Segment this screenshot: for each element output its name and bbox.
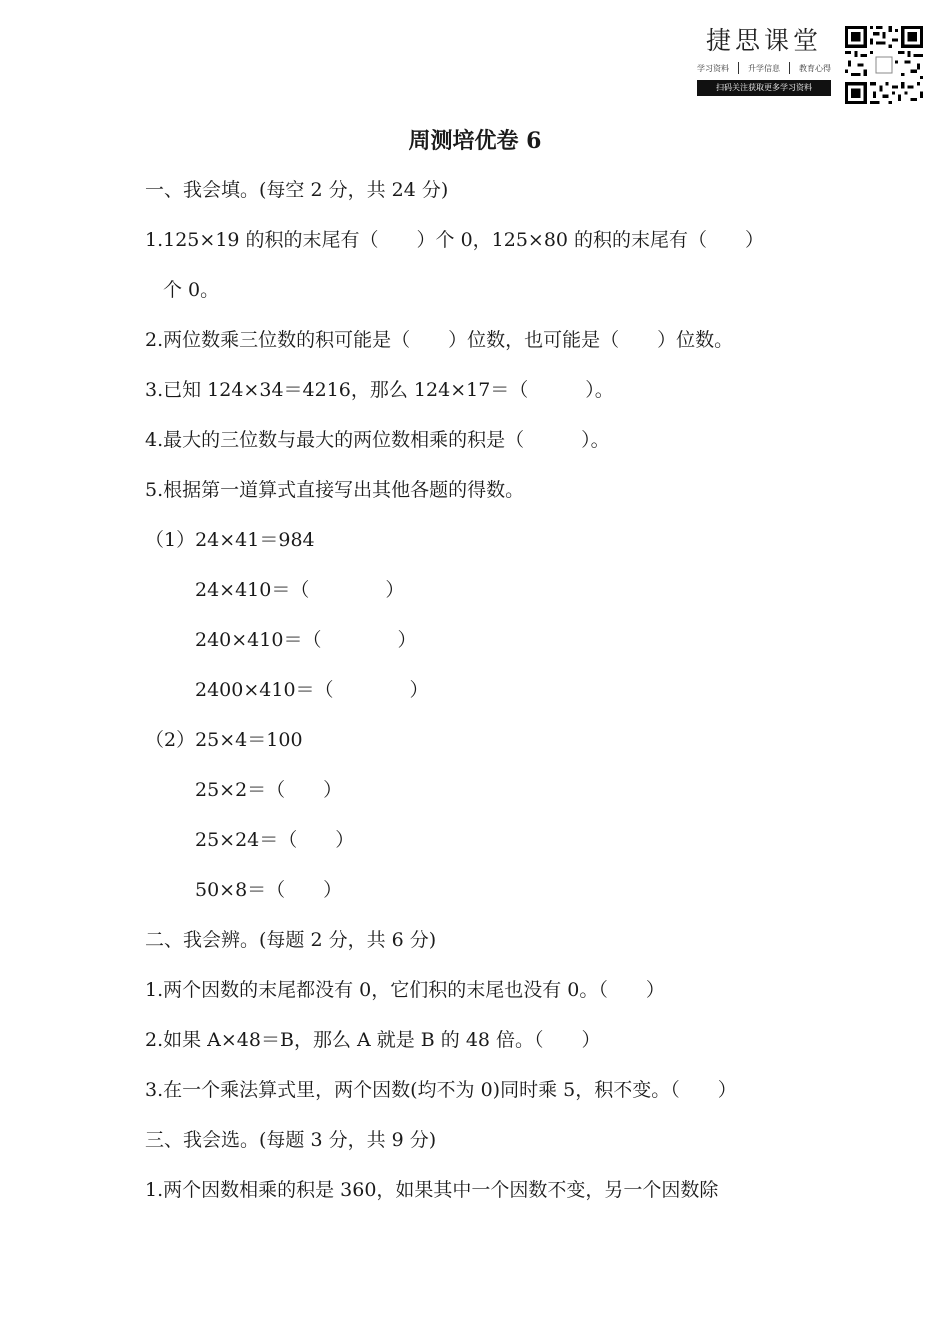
section-1-heading: 一、我会填。(每空 2 分，共 24 分) bbox=[145, 179, 449, 201]
brand-name: 捷思课堂 bbox=[705, 26, 822, 55]
calc-line: 25×24＝（ ） bbox=[195, 829, 355, 851]
sub-question-2: （2）25×4＝100 bbox=[145, 729, 303, 751]
calc-line: 24×410＝（ ） bbox=[195, 579, 405, 601]
question-2-1: 1.两个因数的末尾都没有 0，它们积的末尾也没有 0。（ ） bbox=[145, 979, 665, 1001]
calc-line: 240×410＝（ ） bbox=[195, 629, 417, 651]
brand-tag: 教育心得 bbox=[799, 63, 831, 73]
question-1-3: 3.已知 124×34＝4216，那么 124×17＝（ ）。 bbox=[145, 379, 614, 401]
question-1-1: 1.125×19 的积的末尾有（ ）个 0，125×80 的积的末尾有（ ） bbox=[145, 229, 765, 251]
brand-tag: 升学信息 bbox=[748, 63, 780, 73]
brand-logo bbox=[697, 26, 831, 96]
calc-line: 50×8＝（ ） bbox=[195, 879, 343, 901]
question-1-2: 2.两位数乘三位数的积可能是（ ）位数，也可能是（ ）位数。 bbox=[145, 329, 734, 351]
tag-divider bbox=[738, 62, 739, 74]
question-2-3: 3.在一个乘法算式里，两个因数(均不为 0)同时乘 5，积不变。（ ） bbox=[145, 1079, 737, 1101]
sub-question-1: （1）24×41＝984 bbox=[145, 529, 315, 551]
tag-divider bbox=[789, 62, 790, 74]
question-1-4: 4.最大的三位数与最大的两位数相乘的积是（ ）。 bbox=[145, 429, 610, 451]
question-2-2: 2.如果 A×48＝B，那么 A 就是 B 的 48 倍。（ ） bbox=[145, 1029, 601, 1051]
calc-line: 25×2＝（ ） bbox=[195, 779, 343, 801]
calc-line: 2400×410＝（ ） bbox=[195, 679, 429, 701]
section-2-heading: 二、我会辨。(每题 2 分，共 6 分) bbox=[145, 929, 437, 951]
qr-code bbox=[845, 26, 923, 104]
brand-tags bbox=[697, 62, 831, 74]
question-3-1: 1.两个因数相乘的积是 360，如果其中一个因数不变，另一个因数除 bbox=[145, 1179, 719, 1201]
question-1-5: 5.根据第一道算式直接写出其他各题的得数。 bbox=[145, 479, 525, 501]
brand-banner: 扫码关注获取更多学习资料 bbox=[697, 80, 831, 96]
section-3-heading: 三、我会选。(每题 3 分，共 9 分) bbox=[145, 1129, 437, 1151]
brand-tag: 学习资料 bbox=[697, 63, 729, 73]
page-title: 周测培优卷 6 bbox=[408, 128, 542, 154]
question-1-1-cont: 个 0。 bbox=[163, 279, 220, 301]
